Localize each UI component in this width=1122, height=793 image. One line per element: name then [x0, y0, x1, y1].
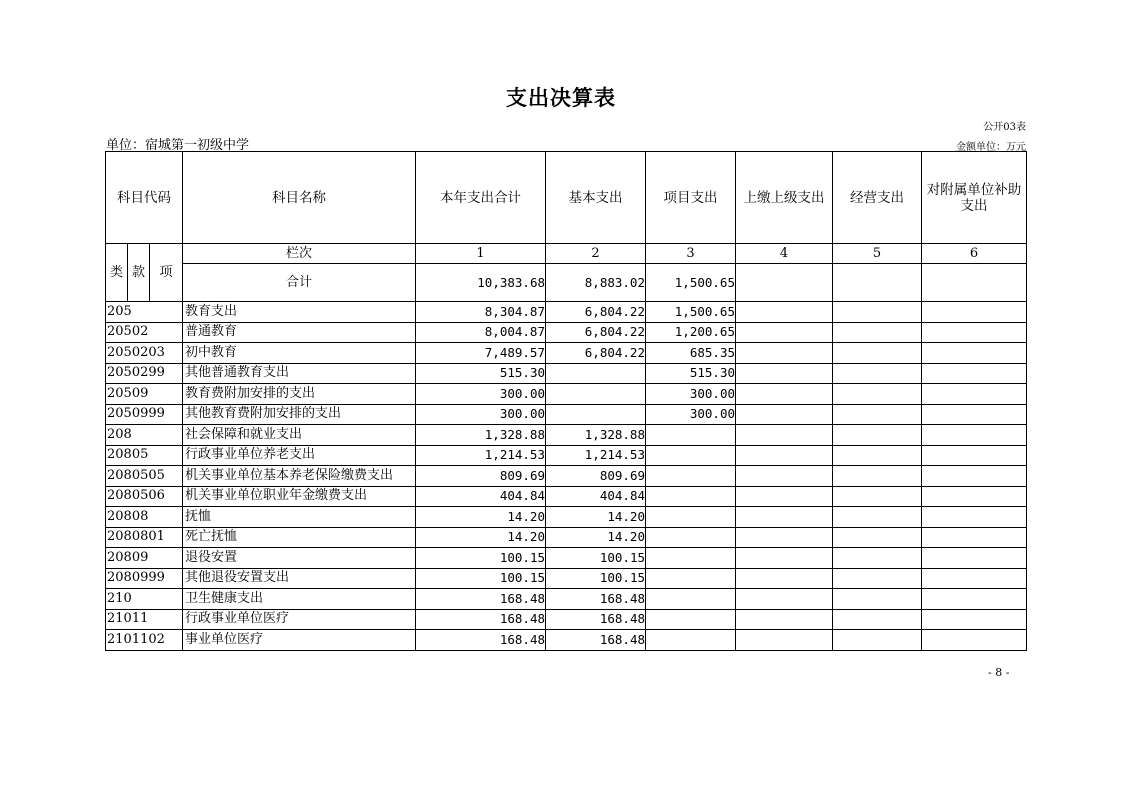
- total-amount: 10,383.68: [416, 264, 546, 302]
- subject-code: 2080506: [106, 486, 183, 507]
- col-index-3: 3: [646, 244, 736, 264]
- amount-project: [646, 507, 736, 528]
- amount-basic: 168.48: [546, 630, 646, 651]
- table-row: [106, 466, 1027, 487]
- header-xiang: 项: [150, 244, 183, 302]
- amount-upper: [736, 527, 833, 548]
- subject-code: 208: [106, 425, 183, 446]
- amount-project: 685.35: [646, 343, 736, 364]
- amount-business: [833, 343, 922, 364]
- amount-total: 14.20: [416, 507, 546, 528]
- amount-subsidy: [922, 630, 1027, 651]
- amount-business: [833, 322, 922, 343]
- amount-project: [646, 527, 736, 548]
- amount-basic: 100.15: [546, 568, 646, 589]
- amount-upper: [736, 425, 833, 446]
- header-subsidy: 对附属单位补助支出: [922, 152, 1027, 244]
- total-basic: 8,883.02: [546, 264, 646, 302]
- amount-subsidy: [922, 425, 1027, 446]
- header-name: 科目名称: [183, 152, 416, 244]
- amount-subsidy: [922, 384, 1027, 405]
- amount-business: [833, 486, 922, 507]
- money-unit-label: 金额单位：万元: [956, 142, 1026, 153]
- amount-basic: 1,214.53: [546, 445, 646, 466]
- subject-code: 2080999: [106, 568, 183, 589]
- amount-subsidy: [922, 445, 1027, 466]
- amount-subsidy: [922, 302, 1027, 323]
- amount-basic: 6,804.22: [546, 302, 646, 323]
- amount-upper: [736, 609, 833, 630]
- amount-basic: [546, 404, 646, 425]
- amount-basic: [546, 363, 646, 384]
- amount-basic: 14.20: [546, 527, 646, 548]
- amount-total: 168.48: [416, 609, 546, 630]
- subject-code: 2101102: [106, 630, 183, 651]
- amount-upper: [736, 404, 833, 425]
- amount-upper: [736, 630, 833, 651]
- header-business: 经营支出: [833, 152, 922, 244]
- amount-project: [646, 609, 736, 630]
- header-upper: 上缴上级支出: [736, 152, 833, 244]
- amount-basic: 404.84: [546, 486, 646, 507]
- amount-subsidy: [922, 486, 1027, 507]
- header-code: 科目代码: [106, 152, 183, 244]
- amount-total: 168.48: [416, 589, 546, 610]
- page-title: 支出决算表: [506, 86, 616, 110]
- unit-label: 单位：宿城第一初级中学: [106, 138, 250, 153]
- header-project: 项目支出: [646, 152, 736, 244]
- amount-subsidy: [922, 527, 1027, 548]
- amount-basic: 1,328.88: [546, 425, 646, 446]
- column-index-row: [106, 244, 1027, 264]
- amount-subsidy: [922, 363, 1027, 384]
- subject-code: 2050203: [106, 343, 183, 364]
- table-row: [106, 630, 1027, 651]
- amount-upper: [736, 589, 833, 610]
- subject-code: 20805: [106, 445, 183, 466]
- subject-name: 事业单位医疗: [183, 630, 416, 651]
- subject-name: 普通教育: [183, 322, 416, 343]
- amount-total: 100.15: [416, 568, 546, 589]
- amount-business: [833, 609, 922, 630]
- total-business: [833, 264, 922, 302]
- subject-name: 死亡抚恤: [183, 527, 416, 548]
- table-row: [106, 568, 1027, 589]
- amount-subsidy: [922, 322, 1027, 343]
- amount-total: 404.84: [416, 486, 546, 507]
- subject-name: 机关事业单位职业年金缴费支出: [183, 486, 416, 507]
- subject-code: 20808: [106, 507, 183, 528]
- amount-project: [646, 630, 736, 651]
- subject-name: 教育费附加安排的支出: [183, 384, 416, 405]
- page-number: - 8 -: [988, 666, 1010, 679]
- amount-upper: [736, 548, 833, 569]
- amount-basic: 6,804.22: [546, 343, 646, 364]
- subject-name: 其他教育费附加安排的支出: [183, 404, 416, 425]
- amount-basic: 14.20: [546, 507, 646, 528]
- amount-total: 8,304.87: [416, 302, 546, 323]
- amount-business: [833, 363, 922, 384]
- amount-upper: [736, 343, 833, 364]
- subject-code: 21011: [106, 609, 183, 630]
- amount-subsidy: [922, 589, 1027, 610]
- amount-project: [646, 589, 736, 610]
- subject-name: 卫生健康支出: [183, 589, 416, 610]
- subject-code: 20509: [106, 384, 183, 405]
- table-row: [106, 384, 1027, 405]
- amount-business: [833, 466, 922, 487]
- table-row: [106, 425, 1027, 446]
- col-index-6: 6: [922, 244, 1027, 264]
- table-row: [106, 343, 1027, 364]
- subject-code: 20502: [106, 322, 183, 343]
- amount-project: 300.00: [646, 384, 736, 405]
- subject-name: 社会保障和就业支出: [183, 425, 416, 446]
- amount-total: 1,328.88: [416, 425, 546, 446]
- subject-name: 其他退役安置支出: [183, 568, 416, 589]
- amount-basic: 168.48: [546, 609, 646, 630]
- amount-business: [833, 568, 922, 589]
- amount-total: 8,004.87: [416, 322, 546, 343]
- amount-upper: [736, 568, 833, 589]
- col-index-2: 2: [546, 244, 646, 264]
- amount-business: [833, 548, 922, 569]
- amount-business: [833, 527, 922, 548]
- subject-code: 20809: [106, 548, 183, 569]
- table-row: [106, 548, 1027, 569]
- amount-total: 14.20: [416, 527, 546, 548]
- amount-upper: [736, 507, 833, 528]
- col-index-4: 4: [736, 244, 833, 264]
- subject-code: 2080801: [106, 527, 183, 548]
- amount-basic: 168.48: [546, 589, 646, 610]
- amount-project: 515.30: [646, 363, 736, 384]
- amount-total: 168.48: [416, 630, 546, 651]
- subject-name: 其他普通教育支出: [183, 363, 416, 384]
- amount-total: 809.69: [416, 466, 546, 487]
- table-row: [106, 302, 1027, 323]
- amount-total: 300.00: [416, 384, 546, 405]
- total-label: 合计: [183, 264, 416, 302]
- amount-upper: [736, 486, 833, 507]
- subject-code: 2050299: [106, 363, 183, 384]
- total-upper: [736, 264, 833, 302]
- subject-code: 205: [106, 302, 183, 323]
- amount-project: [646, 486, 736, 507]
- subject-name: 退役安置: [183, 548, 416, 569]
- subject-name: 行政事业单位医疗: [183, 609, 416, 630]
- amount-project: 1,200.65: [646, 322, 736, 343]
- amount-project: 1,500.65: [646, 302, 736, 323]
- amount-subsidy: [922, 548, 1027, 569]
- amount-business: [833, 589, 922, 610]
- col-index-1: 1: [416, 244, 546, 264]
- table-row: [106, 486, 1027, 507]
- header-total: 本年支出合计: [416, 152, 546, 244]
- header-lanci: 栏次: [183, 244, 416, 264]
- total-project: 1,500.65: [646, 264, 736, 302]
- amount-subsidy: [922, 404, 1027, 425]
- header-basic: 基本支出: [546, 152, 646, 244]
- amount-basic: 809.69: [546, 466, 646, 487]
- amount-project: [646, 568, 736, 589]
- amount-subsidy: [922, 609, 1027, 630]
- header-kuan: 款: [128, 244, 150, 302]
- header-row: [106, 152, 1027, 244]
- total-subsidy: [922, 264, 1027, 302]
- amount-upper: [736, 384, 833, 405]
- amount-project: [646, 548, 736, 569]
- table-row: [106, 404, 1027, 425]
- amount-basic: 100.15: [546, 548, 646, 569]
- amount-business: [833, 302, 922, 323]
- subject-name: 行政事业单位养老支出: [183, 445, 416, 466]
- amount-business: [833, 445, 922, 466]
- amount-total: 515.30: [416, 363, 546, 384]
- amount-project: [646, 425, 736, 446]
- subject-name: 教育支出: [183, 302, 416, 323]
- amount-upper: [736, 466, 833, 487]
- subject-name: 初中教育: [183, 343, 416, 364]
- table-row: [106, 322, 1027, 343]
- amount-total: 300.00: [416, 404, 546, 425]
- amount-project: 300.00: [646, 404, 736, 425]
- amount-subsidy: [922, 343, 1027, 364]
- amount-business: [833, 384, 922, 405]
- total-row: [106, 264, 1027, 302]
- amount-upper: [736, 445, 833, 466]
- amount-basic: [546, 384, 646, 405]
- amount-total: 100.15: [416, 548, 546, 569]
- table-row: [106, 363, 1027, 384]
- subject-code: 2080505: [106, 466, 183, 487]
- subject-code: 2050999: [106, 404, 183, 425]
- amount-project: [646, 445, 736, 466]
- col-index-5: 5: [833, 244, 922, 264]
- table-row: [106, 507, 1027, 528]
- form-number: 公开03表: [983, 122, 1026, 133]
- amount-business: [833, 630, 922, 651]
- amount-basic: 6,804.22: [546, 322, 646, 343]
- amount-business: [833, 425, 922, 446]
- amount-project: [646, 466, 736, 487]
- amount-subsidy: [922, 466, 1027, 487]
- amount-subsidy: [922, 507, 1027, 528]
- table-row: [106, 445, 1027, 466]
- table-row: [106, 527, 1027, 548]
- amount-upper: [736, 302, 833, 323]
- expenditure-table: [105, 151, 1027, 651]
- table-row: [106, 609, 1027, 630]
- header-lei: 类: [106, 244, 128, 302]
- subject-code: 210: [106, 589, 183, 610]
- table-row: [106, 589, 1027, 610]
- subject-name: 机关事业单位基本养老保险缴费支出: [183, 466, 416, 487]
- amount-business: [833, 507, 922, 528]
- amount-business: [833, 404, 922, 425]
- amount-upper: [736, 363, 833, 384]
- amount-upper: [736, 322, 833, 343]
- amount-total: 7,489.57: [416, 343, 546, 364]
- amount-total: 1,214.53: [416, 445, 546, 466]
- subject-name: 抚恤: [183, 507, 416, 528]
- amount-subsidy: [922, 568, 1027, 589]
